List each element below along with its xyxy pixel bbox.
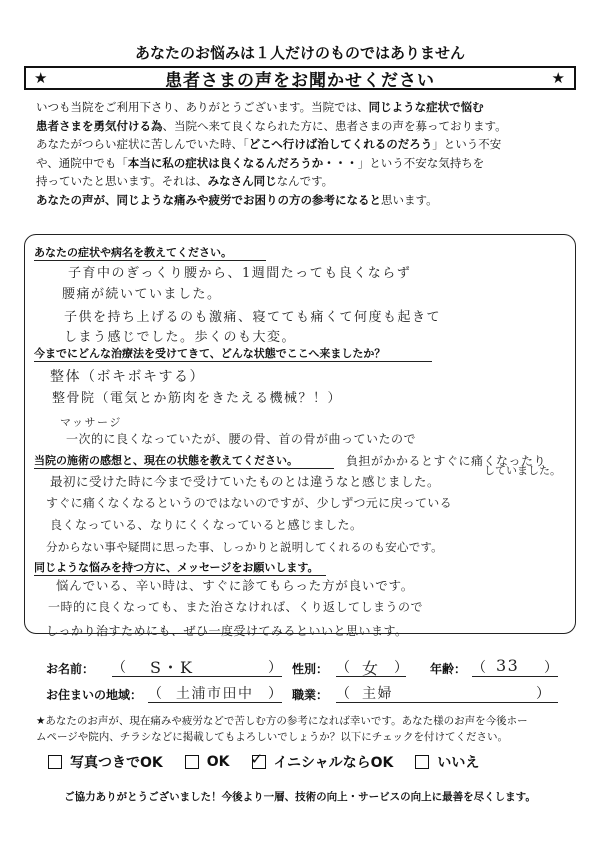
option-label: いいえ [437, 755, 480, 771]
option-photo-ok[interactable] [48, 752, 163, 772]
note-line: ムページや院内、チラシなどに掲載してもよろしいでしょうか？以下にチェックを付けてください。 [36, 731, 508, 743]
consent-note [36, 713, 576, 745]
answer-line: しっかり治すためにも、ぜひ一度受けてみるといいと思います。 [46, 624, 408, 638]
paren-close: ） [394, 660, 408, 676]
paren-close: ） [536, 686, 550, 702]
answer-side-note: していました。 [484, 464, 561, 477]
answer-line: 一次的に良くなっていたが、腰の骨、首の骨が曲っていたので [66, 432, 417, 446]
intro-text [36, 98, 576, 209]
checkbox[interactable] [185, 755, 199, 769]
answer-line: 子育中のぎっくり腰から、1週間たっても良くならず [68, 266, 412, 281]
answer-line: しまう感じでした。歩くのも大変。 [64, 330, 297, 345]
paren-open: （ [112, 660, 126, 676]
intro-line: 患者さまを勇気付ける為、当院へ来て良くなられた方に、患者さまの声を募っております。 [36, 118, 507, 133]
option-label: イニシャルならOK [273, 755, 394, 771]
paren-open: （ [336, 686, 350, 702]
checkbox[interactable] [415, 755, 429, 769]
check-icon: ✓ [250, 750, 264, 768]
intro-line: あなたの声が、同じような痛みや疲労でお困りの方の参考になると思います。 [36, 192, 438, 207]
consent-options [48, 752, 501, 772]
answer-side-note: 負担がかかるとすぐに痛くなったり [346, 454, 547, 468]
job-underline [336, 702, 558, 703]
top-title: あなたのお悩みは１人だけのものではありません [134, 44, 465, 62]
name-underline [112, 676, 282, 677]
option-ok[interactable] [185, 754, 230, 770]
gender-value: 女 [362, 659, 380, 678]
job-value: 主婦 [362, 686, 393, 702]
paren-open: （ [472, 660, 486, 676]
option-label: OK [206, 754, 230, 770]
note-line: ★あなたのお声が、現在痛みや疲労などで苦しむ方の参考になれば幸いです。あなた様のお声を今後ホー [36, 715, 528, 727]
question-past-treatments: 今までにどんな治療法を受けてきて、どんな状態でここへ来ましたか？ [34, 345, 432, 362]
paren-open: （ [148, 686, 162, 702]
answer-line: マッサージ [60, 416, 122, 429]
star-icon: ★ [551, 69, 566, 87]
gender-label: 性別： [292, 662, 329, 676]
job-label: 職業： [292, 688, 329, 702]
area-underline [148, 702, 282, 703]
answer-line: 悩んでいる、辛い時は、すぐに診てもらった方が良いです。 [56, 578, 415, 593]
answer-line: 腰痛が続いていました。 [62, 287, 222, 302]
intro-line: いつも当院をご利用下さり、ありがとうございます。当院では、同じような症状で悩む [36, 100, 484, 114]
answer-line: 子供を持ち上げるのも激痛、寝てても痛くて何度も起きて [64, 310, 442, 325]
gender-underline [336, 676, 406, 677]
area-label: お住まいの地域： [46, 688, 143, 702]
question-message: 同じような悩みを持つ方に、メッセージをお願いします。 [34, 559, 326, 576]
title-banner [24, 66, 576, 90]
banner-title: 患者さまの声をお聞かせください [165, 70, 435, 91]
age-label: 年齢： [430, 662, 467, 676]
paren-open: （ [336, 660, 350, 676]
paren-close: ） [268, 660, 282, 676]
checkbox[interactable] [48, 755, 62, 769]
answer-line: 一時的に良くなっても、また治さなければ、くり返してしまうので [48, 600, 424, 614]
intro-line: 持っていたと思います。それは、みなさん同じなんです。 [36, 174, 334, 188]
checkbox-checked[interactable] [250, 750, 266, 769]
question-symptoms: あなたの症状や病名を教えてください。 [34, 244, 266, 261]
option-no[interactable] [415, 752, 479, 772]
answer-line: 整体（ボキボキする） [50, 369, 205, 385]
intro-line: や、通院中でも「本当に私の症状は良くなるんだろうか・・・」という不安な気持ちを [36, 155, 485, 170]
age-underline [472, 676, 558, 677]
question-impressions: 当院の施術の感想と、現在の状態を教えてください。 [34, 452, 334, 469]
paren-close: ） [268, 686, 282, 702]
answer-line: 整骨院（電気とか筋肉をきたえる機械？！） [52, 391, 343, 406]
option-initials-ok[interactable] [252, 752, 394, 772]
age-value: 33 [496, 656, 520, 675]
answer-line: 最初に受けた時に今まで受けていたものとは違うなと感じました。 [50, 474, 441, 489]
star-icon: ★ [34, 69, 49, 87]
area-value: 土浦市田中 [176, 686, 254, 702]
option-label: 写真つきでOK [70, 755, 163, 771]
name-label: お名前： [46, 662, 95, 676]
paren-close: ） [544, 660, 558, 676]
answer-line: 分からない事や疑問に思った事、しっかりと説明してくれるのも安心です。 [46, 540, 443, 554]
answer-line: 良くなっている、なりにくくなっていると感じました。 [50, 518, 363, 532]
intro-line: あなたがつらい症状に苦しんでいた時、「どこへ行けば治してくれるのだろう」という不安 [36, 137, 502, 151]
name-value: S・K [150, 658, 194, 677]
answer-line: すぐに痛くなくなるというのではないのですが、少しずつ元に戻っている [46, 496, 452, 510]
footer-thanks: ご協力ありがとうございました！今後より一層、技術の向上・サービスの向上に最善を尽くします。 [64, 791, 536, 803]
